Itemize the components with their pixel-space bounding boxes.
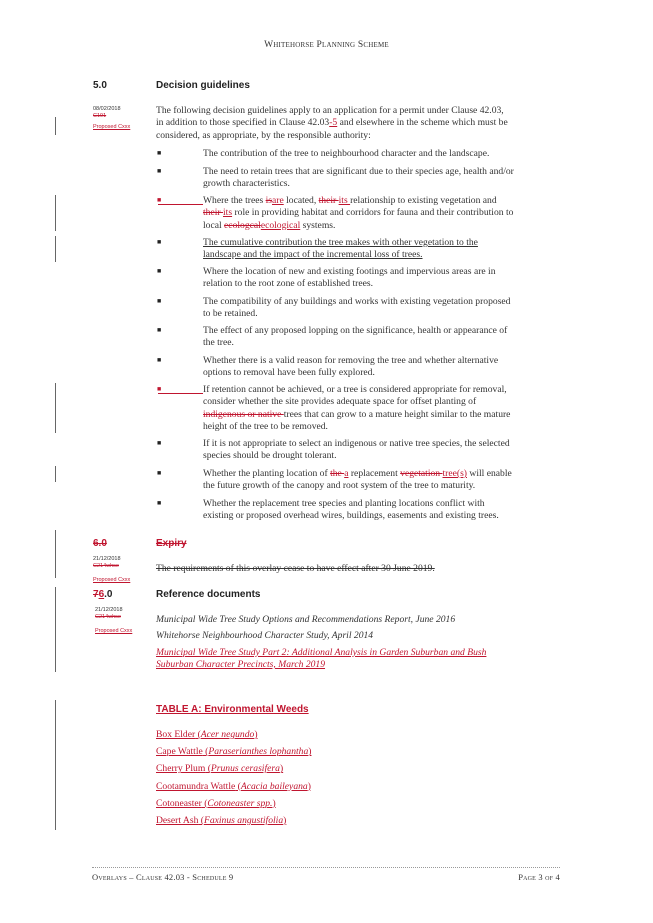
margin-date: 08/02/2018 <box>93 106 121 112</box>
list-item-text: consider whether the site provides adequate space for offset planting of <box>203 396 477 408</box>
text: located, <box>283 195 319 206</box>
list-item-text: growth characteristics. <box>203 178 290 190</box>
text: retention cannot be achieved, or a tree is considered appropriate for removal, <box>209 384 507 395</box>
paren-close: ) <box>308 746 312 758</box>
margin-proposed: Proposed Cxxx <box>93 577 131 583</box>
deleted-text: is <box>265 195 272 206</box>
footer-rule <box>92 867 560 868</box>
weed-item <box>156 798 276 809</box>
reference-line: Suburban Character Precincts, March 2019 <box>156 658 326 670</box>
paren-open: ( <box>202 746 209 758</box>
inserted-text: ecological <box>260 219 301 231</box>
margin-note <box>93 556 130 584</box>
intro-paragraph <box>156 105 566 142</box>
bullet-icon: ■ <box>157 356 162 364</box>
section-number: 6.0 <box>93 538 107 549</box>
list-item-text: to be retained. <box>203 308 258 320</box>
intro-line <box>156 117 566 129</box>
list-item <box>203 166 563 191</box>
list-item-text: Where the location of new and existing footings and impervious areas are in <box>203 266 496 277</box>
deleted-text: vegetation <box>400 468 443 479</box>
footer-page-number: Page 3 of 4 <box>518 872 560 882</box>
weed-item <box>156 763 283 774</box>
margin-code-deleted: C191 <box>93 113 107 119</box>
deleted-text: the <box>330 468 345 479</box>
weed-item <box>156 729 258 740</box>
list-item-text: The cumulative contribution the tree makes with other vegetation to the <box>203 237 478 248</box>
list-item <box>203 237 563 262</box>
change-bar <box>55 700 56 830</box>
weed-item <box>156 815 286 826</box>
paren-open: ( <box>201 797 208 809</box>
list-item-text <box>203 207 565 219</box>
weed-common-name: Desert Ash <box>156 815 199 826</box>
weed-latin-name: Faxinus angustifolia <box>203 815 284 826</box>
list-item-text: The compatibility of any buildings and works with existing vegetation proposed <box>203 296 511 307</box>
list-item-text: the future growth of the canopy and root system of the tree to maturity. <box>203 480 476 492</box>
text: relationship to existing vegetation and <box>350 195 497 206</box>
list-item <box>203 355 563 380</box>
inserted-text: 6 <box>98 589 105 600</box>
bullet-icon: ■ <box>157 385 162 393</box>
margin-note <box>95 607 132 635</box>
bullet-icon: ■ <box>157 439 162 447</box>
table-a-title: TABLE A: Environmental Weeds <box>156 704 309 715</box>
change-bar <box>55 195 56 231</box>
text: Whether the planting location of <box>203 468 331 479</box>
paren-close: ) <box>279 763 284 775</box>
deleted-text: 7 <box>93 589 99 600</box>
list-item-text <box>203 409 565 421</box>
margin-code-deleted: C214whse <box>95 614 121 620</box>
inserted-text: its <box>338 195 351 206</box>
reference-item <box>156 647 566 672</box>
list-item-text: If it is not appropriate to select an indigenous or native tree species, the selected <box>203 438 510 449</box>
change-bar <box>55 530 56 578</box>
weed-latin-name: Paraserianthes lophantha <box>208 746 309 758</box>
list-item-text <box>203 220 565 232</box>
section-number: 5.0 <box>93 80 107 91</box>
list-item <box>203 148 563 160</box>
section-title: Expiry <box>156 538 187 549</box>
change-bar <box>55 383 56 433</box>
bullet-icon: ■ <box>157 167 162 175</box>
change-bar <box>55 587 56 672</box>
margin-proposed: Proposed Cxxx <box>95 628 133 634</box>
text: will enable <box>467 468 512 479</box>
margin-date: 21/12/2018 <box>93 556 121 562</box>
bullet-icon: ■ <box>157 297 162 305</box>
list-item-text: the tree. <box>203 337 234 349</box>
text: local <box>203 219 225 231</box>
weed-common-name: Cherry Plum <box>156 763 206 775</box>
list-item-text: Whether the replacement tree species and planting locations conflict with <box>203 498 485 509</box>
bullet-icon: ■ <box>157 149 162 157</box>
list-item <box>203 468 565 493</box>
bullet-icon: ■ <box>157 196 162 204</box>
inserted-text: a <box>344 468 349 479</box>
list-item-text: existing or proposed overhead wires, buildings, easements and existing trees. <box>203 510 499 522</box>
paren-close: ) <box>254 729 258 740</box>
margin-proposed: Proposed Cxxx <box>93 124 131 130</box>
weed-common-name: Cootamundra Wattle <box>156 780 236 792</box>
inserted-text: its <box>222 207 233 219</box>
list-item-text: The contribution of the tree to neighbourhood character and the landscape. <box>203 148 490 159</box>
running-header: Whitehorse Planning Scheme <box>264 40 389 50</box>
paren-open: ( <box>195 729 201 740</box>
bullet-icon: ■ <box>157 267 162 275</box>
weed-item <box>156 781 311 792</box>
bullet-icon: ■ <box>157 238 162 246</box>
change-bar <box>55 236 56 262</box>
section-title: Reference documents <box>156 589 261 600</box>
list-item-text <box>203 195 565 207</box>
paren-open: ( <box>235 780 241 792</box>
weed-latin-name: Cotoneaster spp. <box>207 797 273 809</box>
paren-open: ( <box>198 815 204 826</box>
paren-close: ) <box>307 780 311 792</box>
list-item-text: species should be drought tolerant. <box>203 450 337 462</box>
text: replacement <box>348 468 401 479</box>
reference-item: Whitehorse Neighbourhood Character Study, April 2014 <box>156 630 374 642</box>
inserted-text: are <box>272 195 284 206</box>
weed-common-name: Box Elder <box>156 729 196 740</box>
section-title: Decision guidelines <box>156 80 250 91</box>
list-item-text <box>203 468 565 480</box>
tab-leader-line <box>158 204 203 205</box>
deleted-text: ecologcal <box>224 219 261 231</box>
text: systems. <box>300 219 336 231</box>
intro-line: considered, as appropriate, by the responsible authority: <box>156 129 371 141</box>
paren-close: ) <box>283 815 287 826</box>
list-item-text: Whether there is a valid reason for removing the tree and whether alternative <box>203 355 499 366</box>
margin-date: 21/12/2018 <box>95 607 123 613</box>
text: Where the trees <box>203 195 266 206</box>
list-item-text: landscape and the impact of the incremental loss of trees. <box>203 249 423 261</box>
change-bar <box>55 117 56 135</box>
reference-item: Municipal Wide Tree Study Options and Recommendations Report, June 2016 <box>156 614 456 625</box>
margin-note <box>93 106 130 131</box>
list-item-text: height of the tree to be removed. <box>203 420 328 432</box>
text: in addition to those specified in Clause 42.03 <box>156 117 330 129</box>
list-item <box>203 325 563 350</box>
bullet-icon: ■ <box>157 499 162 507</box>
text: role in providing habitat and corridors for fauna and their contribution to <box>232 207 514 219</box>
text: trees that can grow to a mature height similar to the mature <box>283 408 511 420</box>
list-item-text: The need to retain trees that are significant due to their species age, health and/or <box>203 166 514 177</box>
bullet-icon: ■ <box>157 326 162 334</box>
deleted-text: their <box>318 195 339 206</box>
weed-common-name: Cotoneaster <box>156 797 202 809</box>
expiry-text: The requirements of this overlay cease to have effect after 30 June 2019. <box>156 563 435 574</box>
weed-item <box>156 746 311 757</box>
tab-leader-line <box>158 393 203 394</box>
text: If <box>203 384 210 395</box>
list-item-text <box>203 384 565 396</box>
weed-latin-name: Acacia baileyana <box>240 780 308 792</box>
list-item <box>203 296 563 321</box>
intro-line: The following decision guidelines apply to an application for a permit under Clause 42.03, <box>156 105 504 116</box>
deleted-text: indigenous or native <box>203 408 284 420</box>
deleted-text: their <box>203 207 223 219</box>
weed-latin-name: Prunus cerasifera <box>210 763 280 775</box>
paren-open: ( <box>205 763 211 775</box>
weed-common-name: Cape Wattle <box>156 746 203 758</box>
text: .0 <box>104 589 113 600</box>
reference-list <box>156 614 566 671</box>
list-item-text: options to removal have been fully explored. <box>203 367 375 379</box>
inserted-text: tree(s) <box>442 468 467 479</box>
section-number <box>93 589 112 600</box>
text: and elsewhere in the scheme which must be <box>337 117 508 129</box>
list-item <box>203 438 565 463</box>
change-bar <box>55 466 56 482</box>
list-item <box>203 498 565 523</box>
list-item <box>203 195 565 232</box>
paren-close: ) <box>272 797 276 809</box>
list-item-text: The effect of any proposed lopping on the significance, health or appearance of <box>203 325 508 336</box>
bullet-icon: ■ <box>157 469 162 477</box>
margin-code-deleted: C214whse <box>93 563 119 569</box>
reference-line: Municipal Wide Tree Study Part 2: Additional Analysis in Garden Suburban and Bush <box>156 646 487 658</box>
list-item <box>203 266 563 291</box>
list-item <box>203 384 565 433</box>
weed-latin-name: Acer negundo <box>200 729 255 740</box>
list-item-text: relation to the root zone of established trees. <box>203 278 373 290</box>
footer-left: Overlays – Clause 42.03 - Schedule 9 <box>92 872 234 882</box>
inserted-text: -5 <box>329 117 338 129</box>
